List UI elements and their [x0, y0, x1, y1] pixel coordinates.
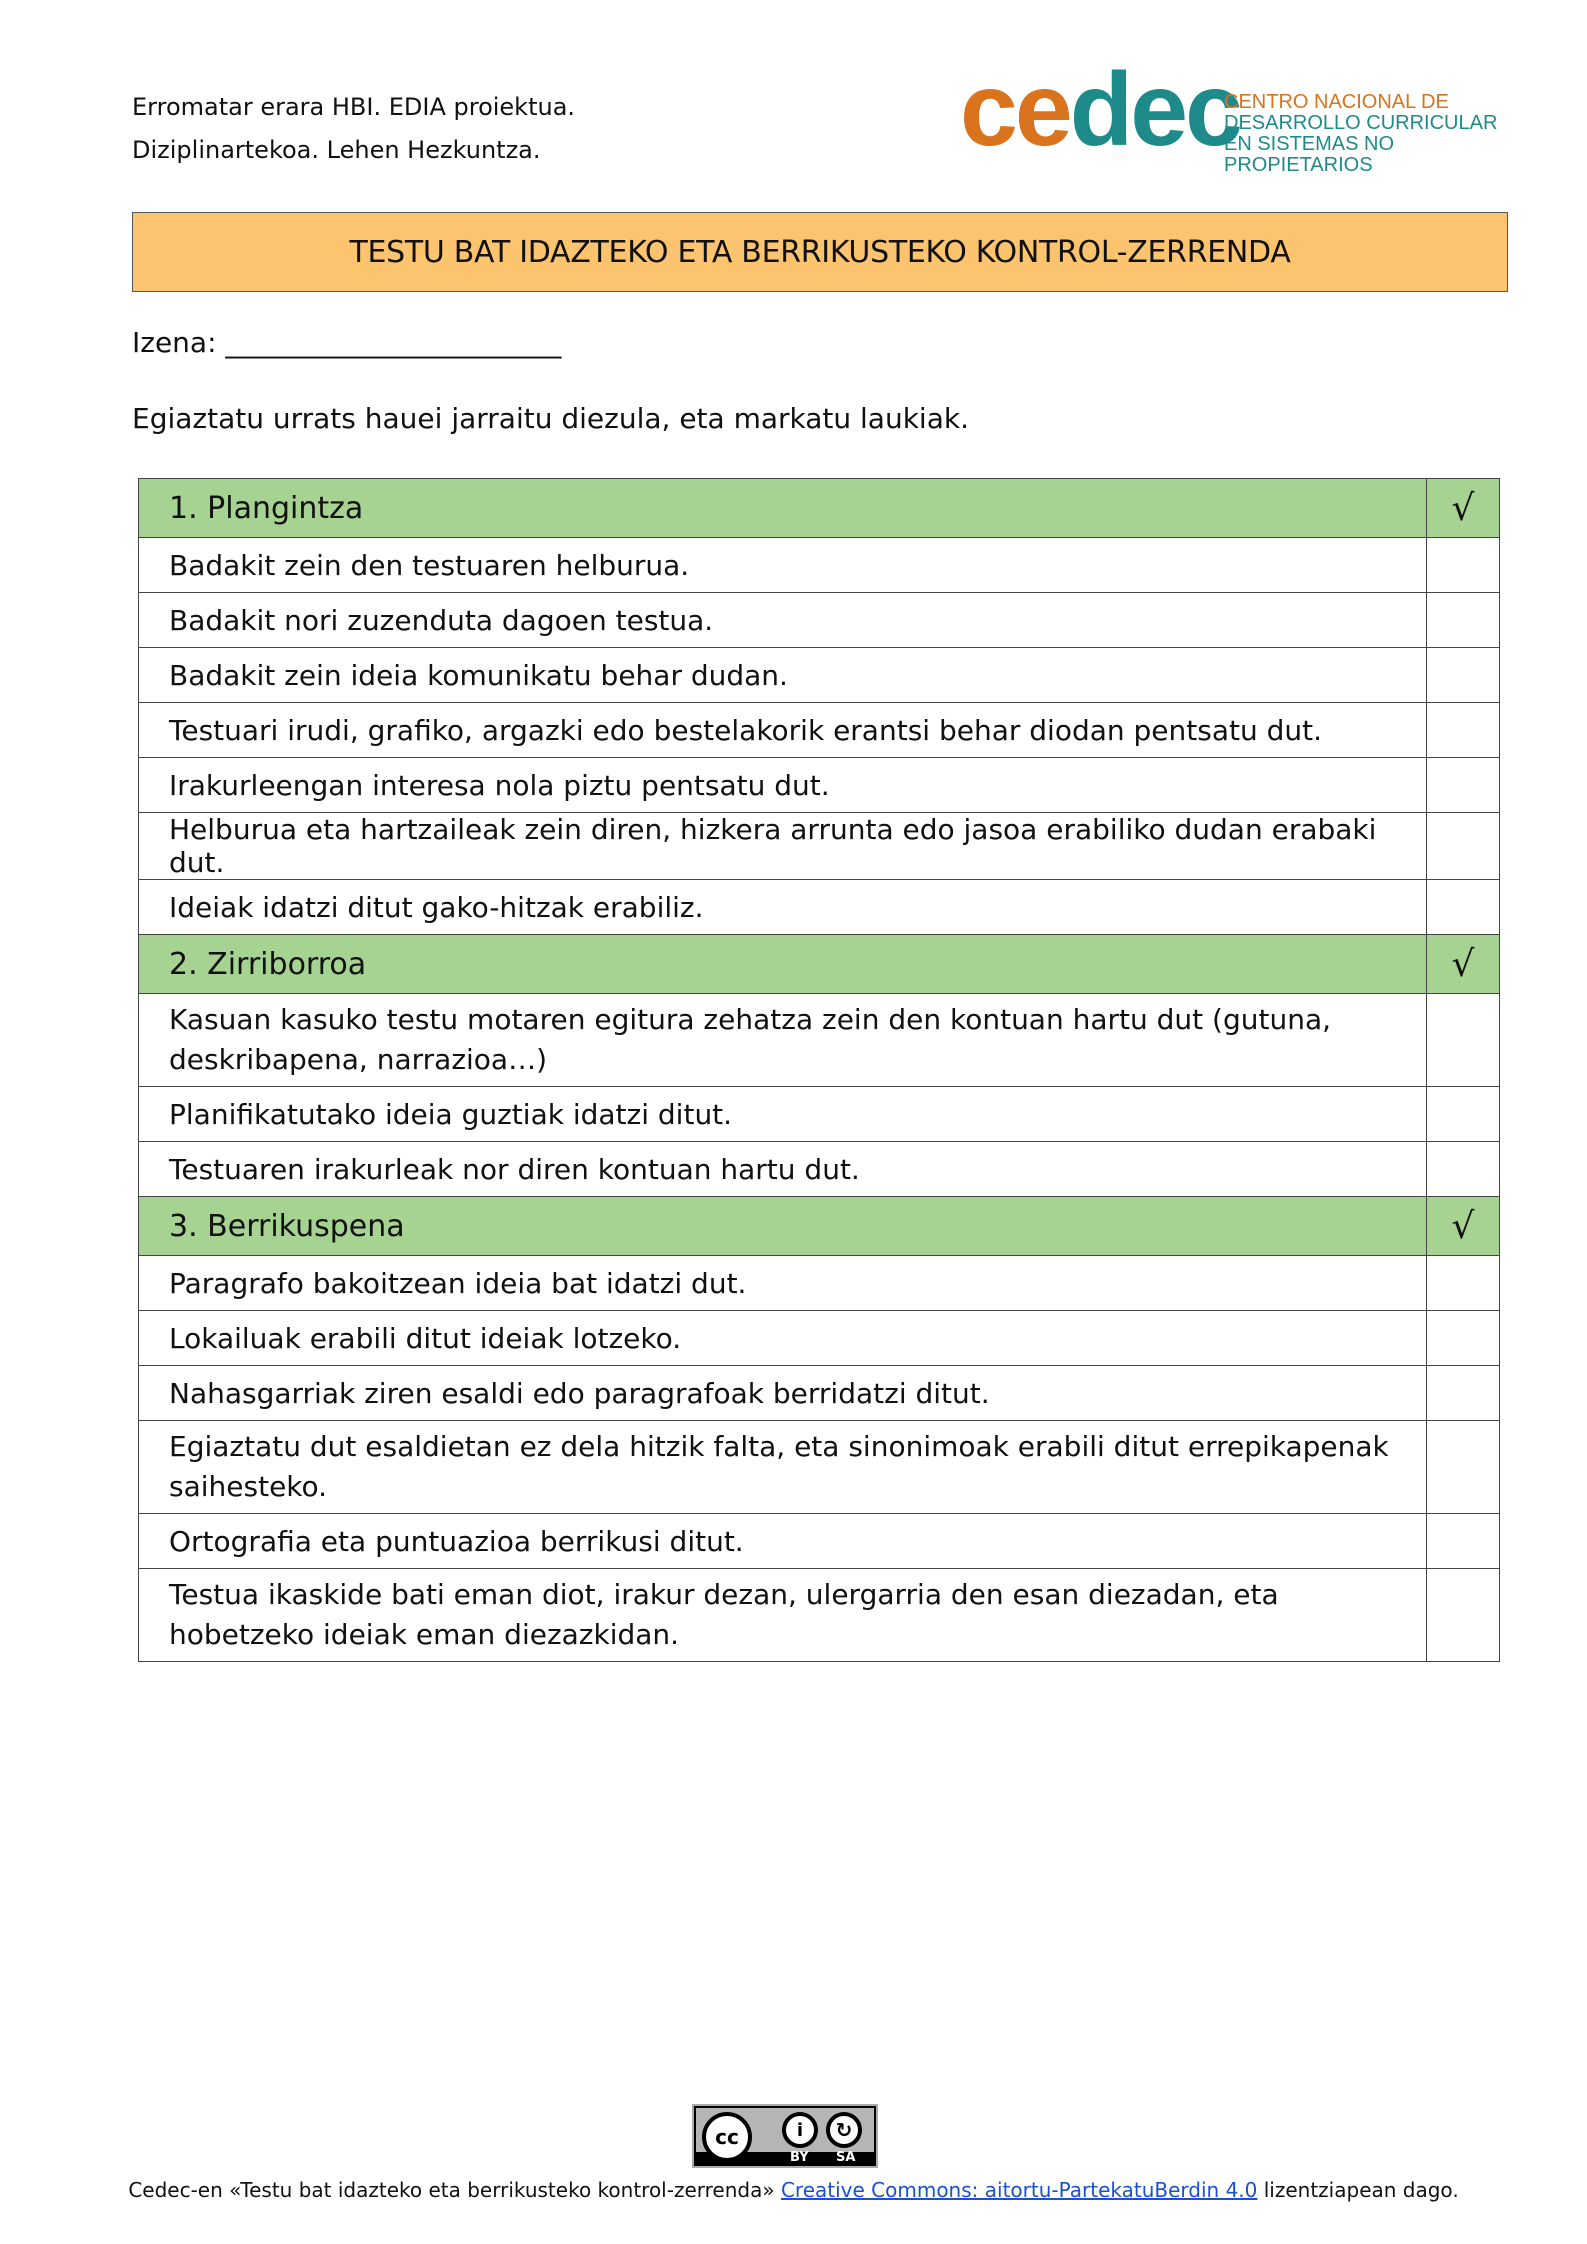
- section-header-row: [139, 1197, 1500, 1256]
- checklist-item-text: Irakurleengan interesa nola piztu pentsatu dut.: [139, 758, 1427, 813]
- checkbox-cell[interactable]: [1427, 648, 1500, 703]
- checkbox-cell[interactable]: [1427, 703, 1500, 758]
- cc-sa-label: SA: [836, 2150, 856, 2165]
- checklist-row: [139, 813, 1500, 880]
- checklist-row: [139, 648, 1500, 703]
- checklist-row: [139, 1142, 1500, 1197]
- checklist-row: [139, 880, 1500, 935]
- footer-suffix: lizentziapean dago.: [1257, 2178, 1459, 2202]
- checklist-item-text: Paragrafo bakoitzean ideia bat idatzi dut.: [139, 1256, 1427, 1311]
- header-subject-line: Diziplinartekoa. Lehen Hezkuntza.: [132, 136, 541, 164]
- checklist-row: [139, 1087, 1500, 1142]
- checkbox-cell[interactable]: [1427, 1569, 1500, 1662]
- checklist-row: [139, 538, 1500, 593]
- checklist-item-text: Testua ikaskide bati eman diot, irakur dezan, ulergarria den esan diezadan, eta hobetzeko ideiak eman diezazkidan.: [139, 1569, 1427, 1662]
- checkbox-cell[interactable]: [1427, 1087, 1500, 1142]
- checklist-row: [139, 1256, 1500, 1311]
- checkbox-cell[interactable]: [1427, 880, 1500, 935]
- checklist-item-text: Testuari irudi, grafiko, argazki edo bestelakorik erantsi behar diodan pentsatu dut.: [139, 703, 1427, 758]
- section-title: 3. Berrikuspena: [139, 1197, 1427, 1256]
- checklist-row: [139, 994, 1500, 1087]
- cc-by-sa-badge[interactable]: [692, 2104, 878, 2168]
- checkbox-cell[interactable]: [1427, 1366, 1500, 1421]
- section-header-row: [139, 935, 1500, 994]
- checklist-item-text: Ortografia eta puntuazioa berrikusi ditut.: [139, 1514, 1427, 1569]
- checklist-row: [139, 1514, 1500, 1569]
- page-title: TESTU BAT IDAZTEKO ETA BERRIKUSTEKO KONTROL-ZERRENDA: [132, 212, 1508, 292]
- checkbox-cell[interactable]: [1427, 813, 1500, 880]
- checkbox-cell[interactable]: [1427, 593, 1500, 648]
- checklist-item-text: Nahasgarriak ziren esaldi edo paragrafoak berridatzi ditut.: [139, 1366, 1427, 1421]
- checkmark-icon: √: [1427, 1197, 1500, 1256]
- checklist-item-text: Ideiak idatzi ditut gako-hitzak erabiliz.: [139, 880, 1427, 935]
- checkbox-cell[interactable]: [1427, 1514, 1500, 1569]
- checklist-row: [139, 1421, 1500, 1514]
- checklist-item-text: Lokailuak erabili ditut ideiak lotzeko.: [139, 1311, 1427, 1366]
- checklist-row: [139, 1366, 1500, 1421]
- instructions: Egiaztatu urrats hauei jarraitu diezula, eta markatu laukiak.: [132, 402, 969, 435]
- checklist-row: [139, 593, 1500, 648]
- section-title: 1. Plangintza: [139, 479, 1427, 538]
- checklist-table: [138, 478, 1500, 1662]
- checklist-row: [139, 703, 1500, 758]
- sa-share-icon: ↻: [826, 2112, 862, 2148]
- header-project-line: Erromatar erara HBI. EDIA proiektua.: [132, 93, 576, 121]
- checkmark-icon: √: [1427, 479, 1500, 538]
- checkbox-cell[interactable]: [1427, 1256, 1500, 1311]
- checklist-item-text: Testuaren irakurleak nor diren kontuan hartu dut.: [139, 1142, 1427, 1197]
- checkbox-cell[interactable]: [1427, 994, 1500, 1087]
- footer-prefix: Cedec-en «Testu bat idazteko eta berrikusteko kontrol-zerrenda»: [128, 2178, 781, 2202]
- checklist-item-text: Planifikatutako ideia guztiak idatzi ditut.: [139, 1087, 1427, 1142]
- section-title: 2. Zirriborroa: [139, 935, 1427, 994]
- license-footer: [0, 2178, 1587, 2202]
- checklist-item-text: Badakit nori zuzenduta dagoen testua.: [139, 593, 1427, 648]
- checkbox-cell[interactable]: [1427, 1311, 1500, 1366]
- cedec-logo-subtitle: CENTRO NACIONAL DE DESARROLLO CURRICULAR EN SISTEMAS NO PROPIETARIOS: [1224, 91, 1498, 176]
- section-header-row: [139, 479, 1500, 538]
- checklist-item-text: Helburua eta hartzaileak zein diren, hizkera arrunta edo jasoa erabiliko dudan erabaki dut.: [139, 813, 1427, 880]
- cedec-logo: [960, 52, 1520, 176]
- by-person-icon: i: [782, 2112, 818, 2148]
- checklist-row: [139, 758, 1500, 813]
- checklist-item-text: Egiaztatu dut esaldietan ez dela hitzik falta, eta sinonimoak erabili ditut errepikapenak saihesteko.: [139, 1421, 1427, 1514]
- cedec-logo-word: cedec: [960, 52, 1240, 168]
- checkbox-cell[interactable]: [1427, 538, 1500, 593]
- document-header: [132, 86, 575, 172]
- name-field[interactable]: Izena: ________________________: [132, 326, 562, 359]
- checkmark-icon: √: [1427, 935, 1500, 994]
- license-link[interactable]: Creative Commons: aitortu-PartekatuBerdin 4.0: [780, 2178, 1258, 2202]
- checkbox-cell[interactable]: [1427, 1421, 1500, 1514]
- cc-icon: cc: [702, 2112, 752, 2162]
- checklist-item-text: Badakit zein ideia komunikatu behar dudan.: [139, 648, 1427, 703]
- checklist-item-text: Badakit zein den testuaren helburua.: [139, 538, 1427, 593]
- checkbox-cell[interactable]: [1427, 758, 1500, 813]
- checklist-row: [139, 1311, 1500, 1366]
- checkbox-cell[interactable]: [1427, 1142, 1500, 1197]
- checklist-row: [139, 1569, 1500, 1662]
- checklist-item-text: Kasuan kasuko testu motaren egitura zehatza zein den kontuan hartu dut (gutuna, deskribapena, narrazioa…): [139, 994, 1427, 1087]
- cc-by-label: BY: [790, 2150, 809, 2165]
